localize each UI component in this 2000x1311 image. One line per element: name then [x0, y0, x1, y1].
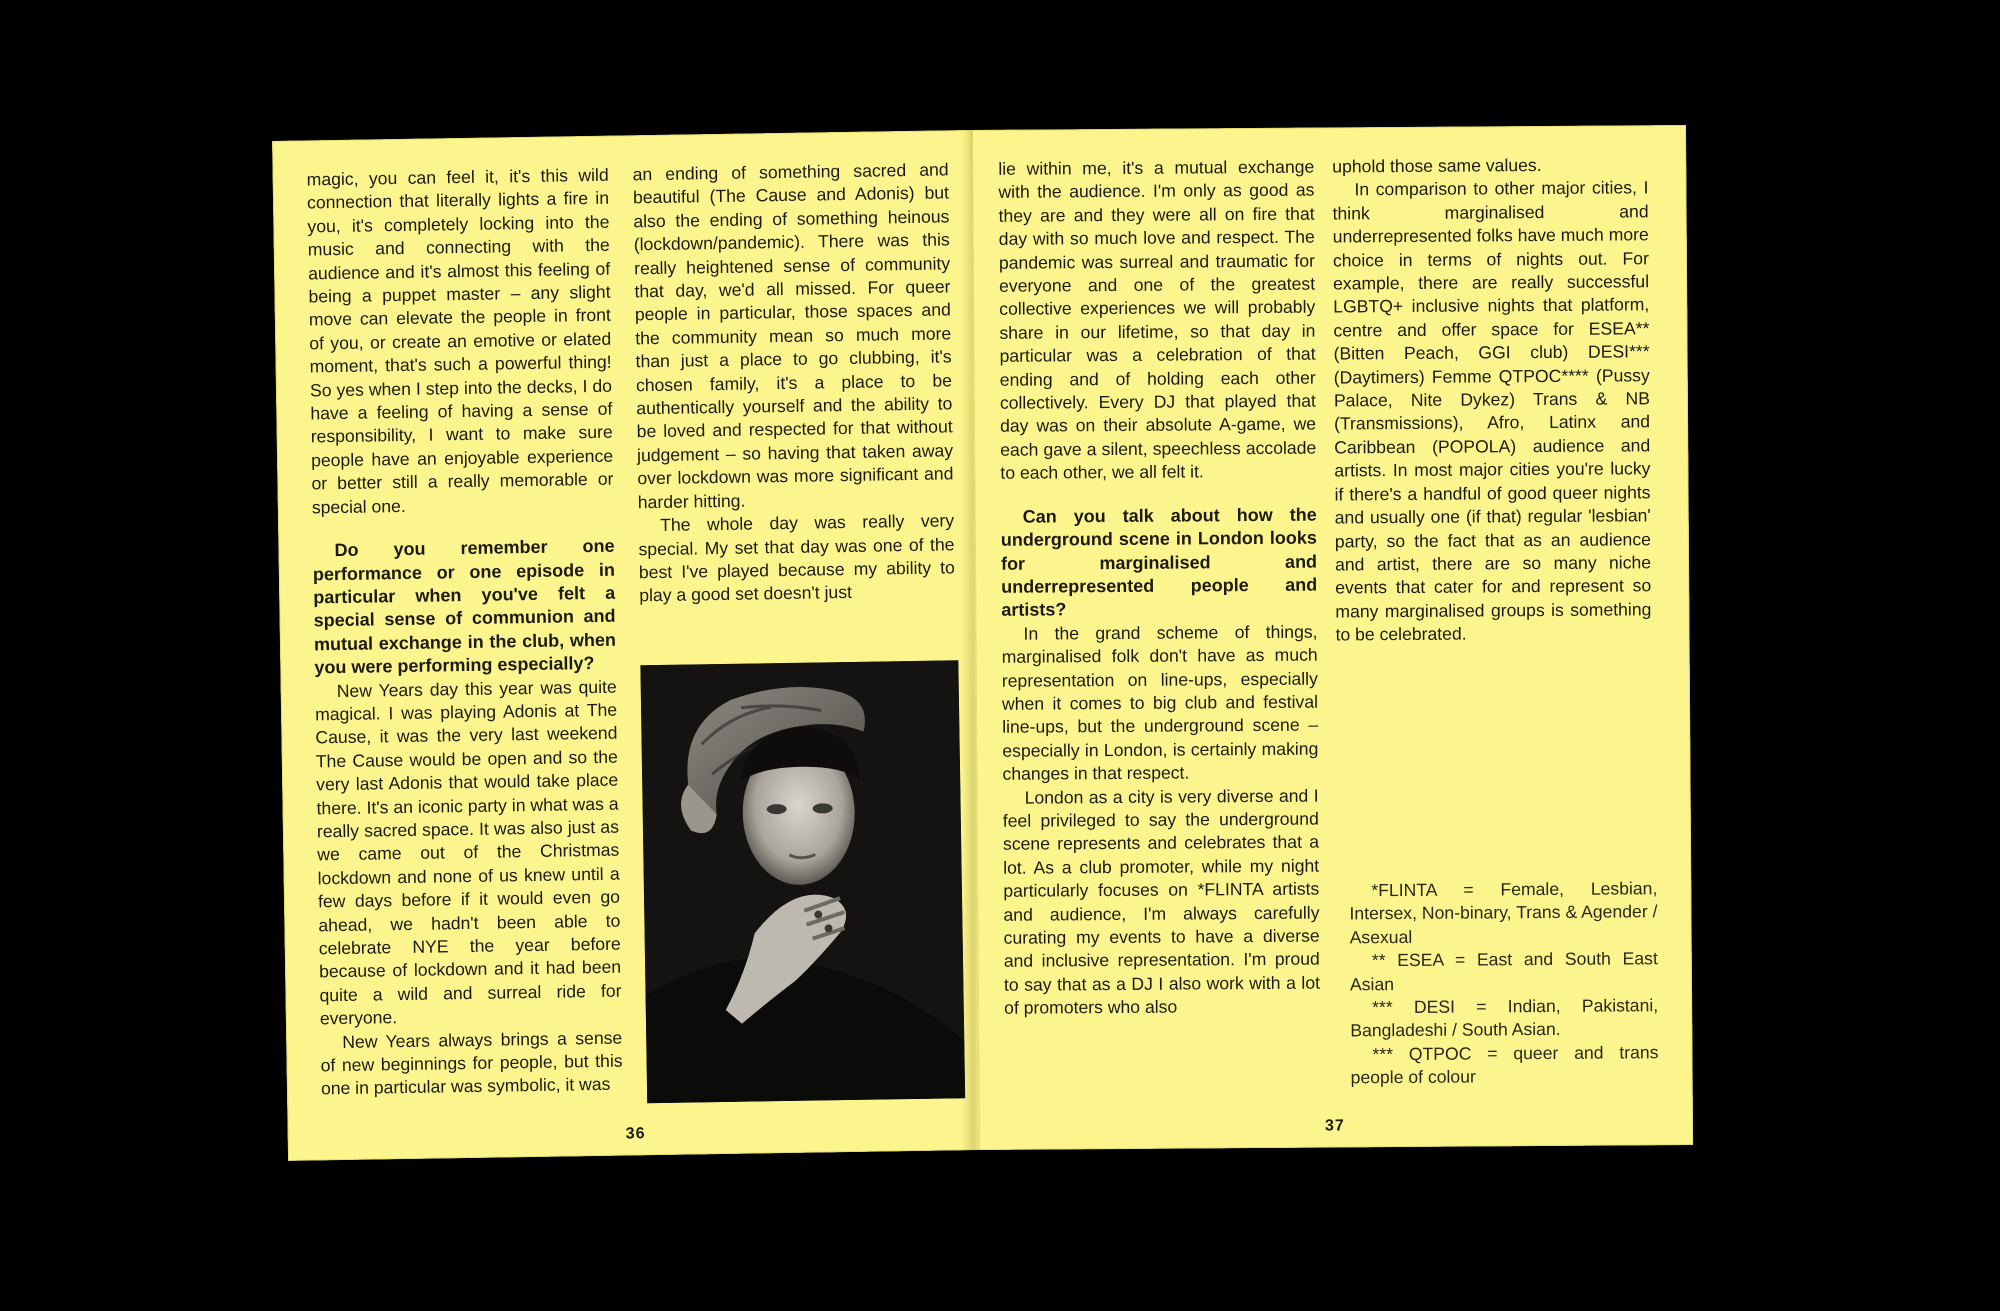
paragraph: an ending of something sacred and beautiful (The Cause and Adonis) but also the ending of something heinous (lockdown/pandemic). There was this really heightened sense of community that day, we'd all missed. For queer people in particular, those spaces and the community mean so much more than just a place to go clubbing, it's chosen family, it's a place to be authentically yourself and the ability to be loved and respected for that without judgement – so having that taken away over lockdown was more significant and harder hitting.	[632, 159, 954, 512]
left-column-1	[307, 164, 624, 1101]
page-number: 36	[625, 1125, 646, 1143]
right-column-2	[1332, 153, 1651, 647]
magazine-spread	[272, 130, 1686, 1150]
interview-question: Can you talk about how the underground scene in London looks for marginalised and underrepresented people and artists?	[1000, 504, 1318, 621]
footnote: *** QTPOC = queer and trans people of colour	[1350, 1042, 1659, 1088]
left-column-2	[632, 158, 955, 608]
paragraph: The whole day was really very special. My set that day was one of the best I've played because my ability to play a good set doesn't just	[638, 510, 956, 606]
interview-question: Do you remember one performance or one episode in particular when you've felt a special sense of communion and mutual exchange in the club, when you were performing especially?	[312, 535, 617, 678]
footnote: *FLINTA = Female, Lesbian, Intersex, Non-binary, Trans & Agender / Asexual	[1349, 878, 1658, 948]
portrait-photo	[640, 660, 965, 1103]
paragraph: uphold those same values.	[1332, 155, 1542, 177]
page-number: 37	[1324, 1117, 1345, 1135]
paragraph: New Years day this year was quite magical. I was playing Adonis at The Cause, it was the very last weekend The Cause would be open and so the very last Adonis that would take place there. It's an iconic party in what was a really sacred space. It was also just as we came out of the Christmas lockdown and none of us knew until a few days before if it would even go ahead, we hadn't been able to celebrate NYE the year before because of lockdown and it had been quite a wild and surreal ride for everyone.	[314, 676, 622, 1029]
left-page	[272, 130, 988, 1161]
footnote: *** DESI = Indian, Pakistani, Bangladeshi / South Asian.	[1350, 995, 1659, 1041]
paragraph: New Years always brings a sense of new beginnings for people, but this one in particular was symbolic, it was	[320, 1027, 623, 1099]
paragraph: lie within me, it's a mutual exchange with the audience. I'm only as good as they are and they were all on fire that day with so much love and respect. The pandemic was surreal and traumatic for everyone and one of the greatest collective experiences we will probably share in our lifetime, so that day in particular was a celebration of that ending and of holding each other collectively. Every DJ that played that day was on their absolute A-game, we each gave a silent, speechless accolade to each other, we all felt it.	[998, 156, 1317, 484]
paragraph: magic, you can feel it, it's this wild connection that literally lights a fire in you, it's completely locking into the music and connecting with the audience and it's almost this feeling of being a puppet master – any slight move can elevate the people in front of you, or create an emotive or elated moment, that's such a powerful thing! So yes when I step into the decks, I do have a feeling of having a sense of responsibility, I want to make sure people have an enjoyable experience or better still a really memorable or special one.	[306, 164, 614, 518]
footnote: ** ESEA = East and South East Asian	[1349, 948, 1658, 995]
footnotes	[1349, 877, 1658, 1090]
paragraph: In the grand scheme of things, marginalised folk don't have as much representation on line-ups, especially when it comes to big club and festival line-ups, but the underground scene – especially in London, is certainly making changes in that respect.	[1001, 621, 1319, 784]
right-page	[972, 125, 1693, 1150]
paragraph: In comparison to other major cities, I think marginalised and underrepresented folks have much more choice in terms of nights out. For example, there are really successful LGBTQ+ inclusive nights that platform, centre and offer space for ESEA** (Bitten Peach, GGI club) DESI*** (Daytimers) Femme QTPOC**** (Pussy Palace, Nite Dykez) Trans & NB (Transmissions), Afro, Latinx and Caribbean (POPOLA) audience and artists. In most major cities you're lucky if there's a handful of good queer nights and usually one (if that) regular 'lesbian' party, so the fact that as an audience and artist, there are so many niche events that cater for and represent so many marginalised groups is something to be celebrated.	[1332, 177, 1652, 645]
paragraph: London as a city is very diverse and I feel privileged to say the underground scene represents and celebrates that a lot. As a club promoter, while my night particularly focuses on *FLINTA artists and audience, I'm always carefully curating my events to have a diverse and inclusive representation. I'm proud to say that as a DJ I also work with a lot of promoters who also	[1002, 785, 1321, 1019]
right-column-1	[998, 156, 1320, 1021]
